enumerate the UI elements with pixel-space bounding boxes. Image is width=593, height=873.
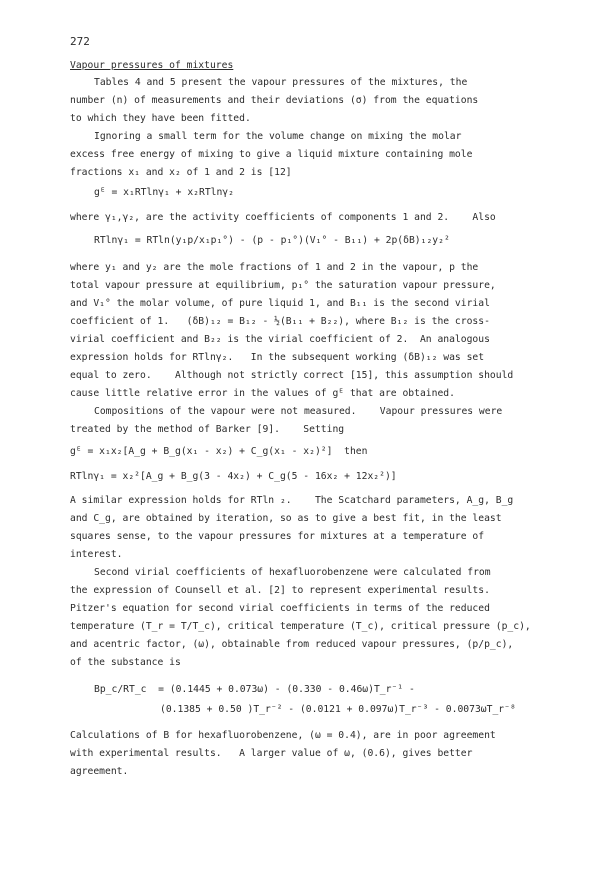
- paragraph-2-line-1: Ignoring a small term for the volume change on mixing the molar: [94, 131, 462, 142]
- paragraph-7-line-3: Pitzer's equation for second virial coefficients in terms of the reduced: [70, 603, 490, 614]
- paragraph-4-line-4: coefficient of 1. (δB)₁₂ = B₁₂ - ½(B₁₁ + B₂₂), where B₁₂ is the cross-: [70, 316, 490, 327]
- paragraph-6-line-1: A similar expression holds for RTln ₂. The Scatchard parameters, A_g, B_g: [70, 495, 514, 506]
- paragraph-7-line-5: and acentric factor, (ω), obtainable from reduced vapour pressures, (p/p_c),: [70, 639, 514, 650]
- paragraph-4-line-7: equal to zero. Although not strictly correct [15], this assumption should: [70, 370, 514, 381]
- equation-scatchard-ge: gᴱ = x₁x₂[A_g + B_g(x₁ - x₂) + C_g(x₁ - x₂)²] then: [70, 446, 368, 457]
- equation-pitzer-line-2: (0.1385 + 0.50 )T_r⁻² - (0.0121 + 0.097ω)T_r⁻³ - 0.0073ωT_r⁻⁸: [160, 704, 516, 715]
- paragraph-6-line-3: squares sense, to the vapour pressures for mixtures at a temperature of: [70, 531, 485, 542]
- equation-pitzer-line-1: Bp_c/RT_c = (0.1445 + 0.073ω) - (0.330 - 0.46ω)T_r⁻¹ -: [94, 684, 415, 695]
- paragraph-3-line-1: where γ₁,γ₂, are the activity coefficients of components 1 and 2. Also: [70, 212, 496, 223]
- paragraph-8-line-1: Calculations of B for hexafluorobenzene, (ω = 0.4), are in poor agreement: [70, 730, 496, 741]
- paragraph-8-line-2: with experimental results. A larger value of ω, (0.6), gives better: [70, 748, 473, 759]
- paragraph-1-line-2: number (n) of measurements and their deviations (σ) from the equations: [70, 95, 479, 106]
- paragraph-2-line-2: excess free energy of mixing to give a liquid mixture containing mole: [70, 149, 473, 160]
- paragraph-6-line-2: and C_g, are obtained by iteration, so as to give a best fit, in the least: [70, 513, 502, 524]
- paragraph-8-line-3: agreement.: [70, 766, 129, 777]
- paragraph-7-line-1: Second virial coefficients of hexafluorobenzene were calculated from: [94, 567, 491, 578]
- paragraph-1-line-3: to which they have been fitted.: [70, 113, 251, 124]
- paragraph-7-line-4: temperature (T_r = T/T_c), critical temperature (T_c), critical pressure (p_c),: [70, 621, 531, 632]
- paragraph-6-line-4: interest.: [70, 549, 123, 560]
- equation-activity-coefficient: RTlnγ₁ = RTln(y₁p/x₁p₁°) - (p - p₁°)(V₁° - B₁₁) + 2p(δB)₁₂y₂²: [94, 235, 450, 246]
- paragraph-2-line-3: fractions x₁ and x₂ of 1 and 2 is [12]: [70, 167, 292, 178]
- paragraph-1-line-1: Tables 4 and 5 present the vapour pressures of the mixtures, the: [94, 77, 468, 88]
- paragraph-5-line-2: treated by the method of Barker [9]. Setting: [70, 424, 345, 435]
- paragraph-5-line-1: Compositions of the vapour were not measured. Vapour pressures were: [94, 406, 503, 417]
- paragraph-4-line-1: where y₁ and y₂ are the mole fractions of 1 and 2 in the vapour, p the: [70, 262, 479, 273]
- paragraph-4-line-5: virial coefficient and B₂₂ is the virial coefficient of 2. An analogous: [70, 334, 490, 345]
- section-heading: Vapour pressures of mixtures: [70, 60, 234, 71]
- page-number: 272: [70, 35, 90, 48]
- paragraph-4-line-3: and V₁° the molar volume, of pure liquid 1, and B₁₁ is the second virial: [70, 298, 490, 309]
- paragraph-4-line-2: total vapour pressure at equilibrium, p₁° the saturation vapour pressure,: [70, 280, 496, 291]
- equation-excess-free-energy: gᴱ = x₁RTlnγ₁ + x₂RTlnγ₂: [94, 187, 234, 198]
- paragraph-4-line-8: cause little relative error in the values of gᴱ that are obtained.: [70, 388, 455, 399]
- equation-scatchard-rtln: RTlnγ₁ = x₂²[A_g + B_g(3 - 4x₂) + C_g(5 - 16x₂ + 12x₂²)]: [70, 471, 397, 482]
- paragraph-4-line-6: expression holds for RTlnγ₂. In the subsequent working (δB)₁₂ was set: [70, 352, 485, 363]
- paragraph-7-line-6: of the substance is: [70, 657, 181, 668]
- paragraph-7-line-2: the expression of Counsell et al. [2] to represent experimental results.: [70, 585, 490, 596]
